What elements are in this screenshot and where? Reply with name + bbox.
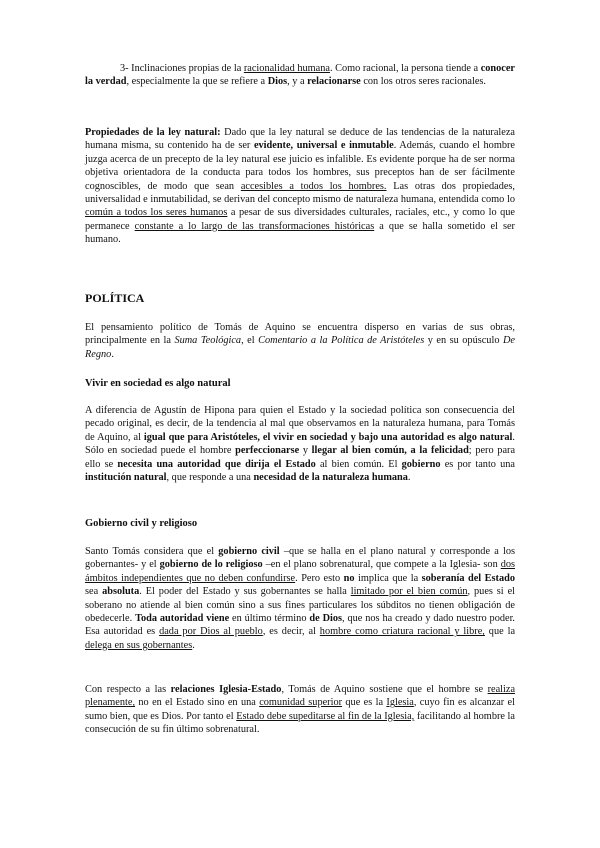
paragraph-gobierno-civil: Santo Tomás considera que el gobierno civil –que se halla en el plano natural y corresponde a los gobernantes- y el gobierno de lo religioso –en el plano sobrenatural, que compete a la Iglesia- son dos ámbitos independientes que no deben confundirse. Pero esto no implica que la soberanía del Estado sea absoluta. El poder del Estado y sus gobernantes se halla limitado por el bien común, pues si el soberano no atiende al bien común sino a sus fines particulares los súbditos no tienen obligación de obedecerle. Toda autoridad viene en último término de Dios, que nos ha creado y dado nuestro poder. Esa autoridad es dada por Dios al pueblo, es decir, al hombre como criatura racional y libre, que la delega en sus gobernantes. — [85, 546, 516, 651]
paragraph-pensamiento: El pensamiento político de Tomás de Aquino se encuentra disperso en varias de sus obras, principalmente en la Suma Teológica, el Comentario a la Política de Aristóteles y en su opúsculo De Regno. — [85, 322, 515, 360]
paragraph-inclinaciones: 3- Inclinaciones propias de la racionalidad humana. Como racional, la persona tiende a conocer la verdad, especialmente la que se refiere a Dios, y a relacionarse con los otros seres racionales. — [85, 63, 515, 88]
heading-politica: POLÍTICA — [85, 291, 145, 305]
heading-vivir-en-sociedad: Vivir en sociedad es algo natural — [85, 378, 231, 389]
paragraph-relaciones-iglesia-estado: Con respecto a las relaciones Iglesia-Estado, Tomás de Aquino sostiene que el hombre se realiza plenamente, no en el Estado sino en una comunidad superior que es la Iglesia, cuyo fin es alcanzar el sumo bien, que es Dios. Por tanto el Estado debe supeditarse al fin de la Iglesia, facilitando al hombre la consecución de su fin último sobrenatural. — [85, 684, 516, 736]
paragraph-vivir-en-sociedad: A diferencia de Agustín de Hipona para quien el Estado y la sociedad política son consecuencia del pecado original, es decir, de la tendencia al mal que observamos en la naturaleza humana, para Tomás de Aquino, al igual que para Aristóteles, el vivir en sociedad y bajo una autoridad es algo natural. Sólo en sociedad puede el hombre perfeccionarse y llegar al bien común, a la felicidad; pero para ello se necesita una autoridad que dirija el Estado al bien común. El gobierno es por tanto una institución natural, que responde a una necesidad de la naturaleza humana. — [85, 405, 516, 484]
paragraph-propiedades: Propiedades de la ley natural: Dado que la ley natural se deduce de las tendencias de la naturaleza humana misma, su contenido ha de ser evidente, universal e inmutable. Además, cuando el hombre juzga acerca de un precepto de la ley natural ese juicio es infalible. Es evidente porque ha de ser norma objetiva orientadora de la conducta para todos los hombres, sus preceptos han de ser fácilmente cognoscibles, de modo que sean accesibles a todos los hombres. Las otras dos propiedades, universalidad e inmutabilidad, se derivan del concepto mismo de naturaleza humana, entendida como lo común a todos los seres humanos a pesar de sus diversidades culturales, raciales, etc., y como lo que permanece constante a lo largo de las transformaciones históricas a que se halla sometido el ser humano. — [85, 127, 516, 246]
heading-gobierno-civil: Gobierno civil y religioso — [85, 518, 198, 529]
